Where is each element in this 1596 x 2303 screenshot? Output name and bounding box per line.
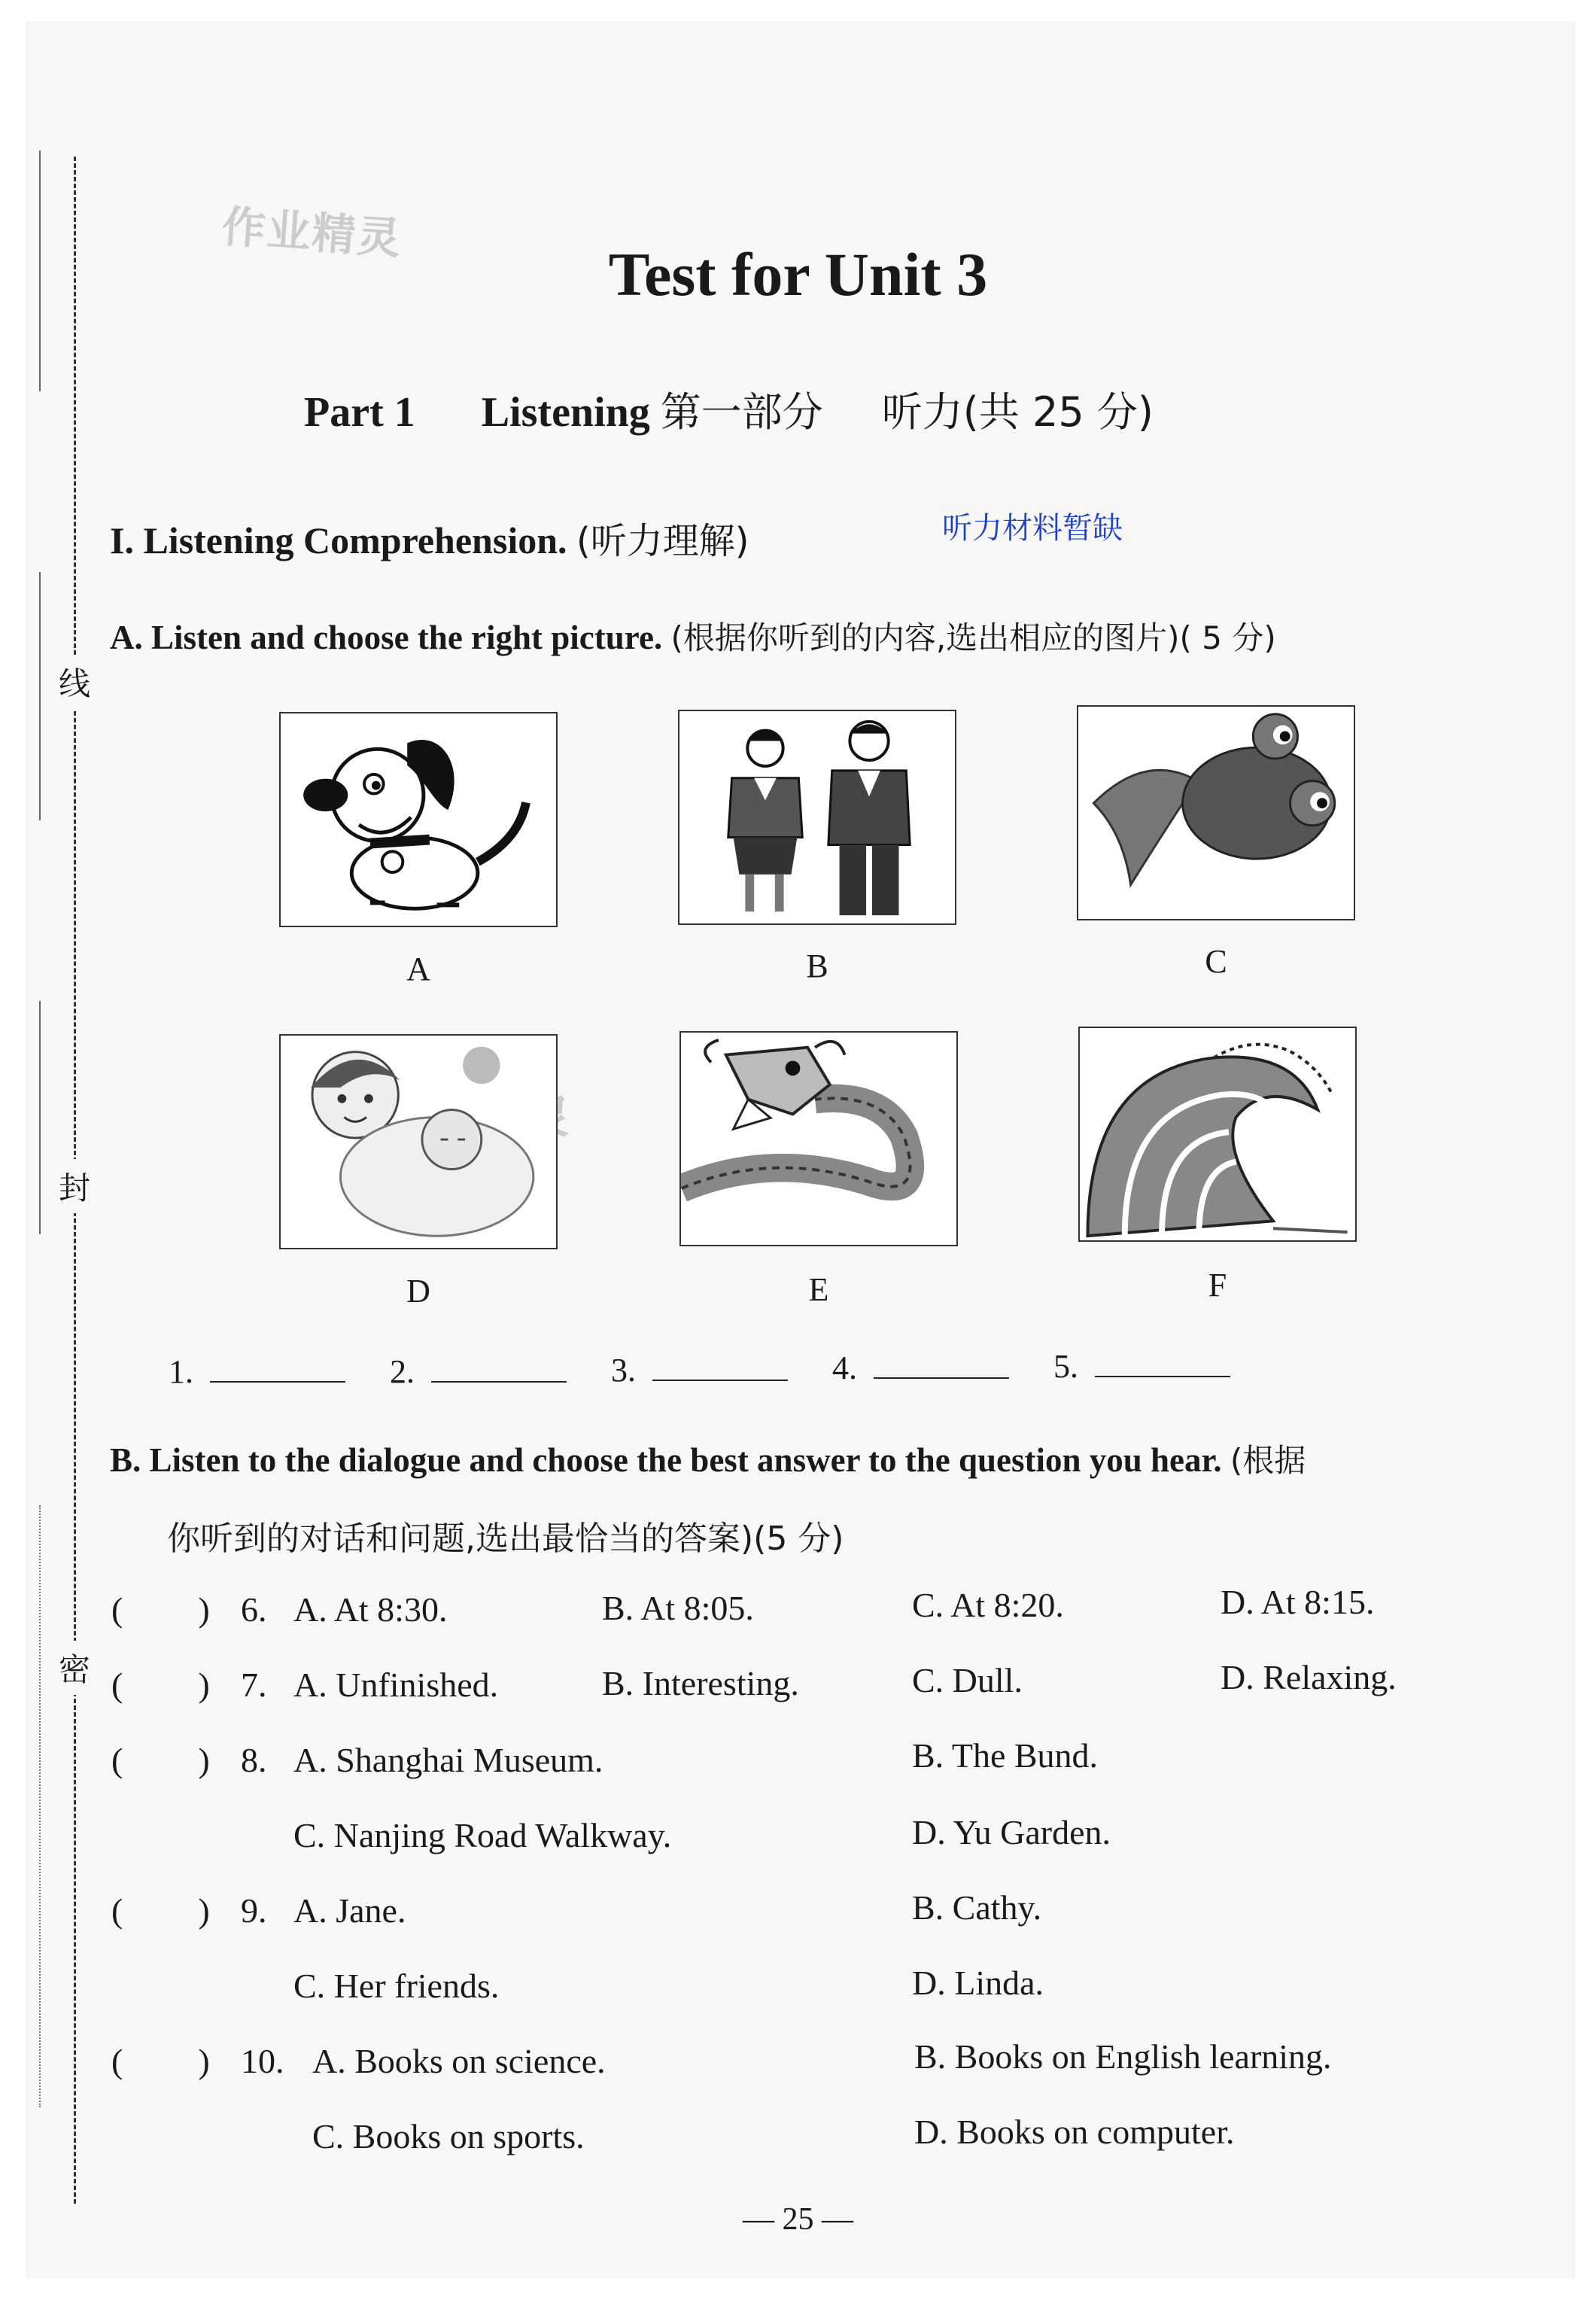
option-7a[interactable]: A. Unfinished. (293, 1666, 499, 1704)
option-9d[interactable]: D. Linda. (912, 1964, 1044, 2002)
option-7c[interactable]: C. Dull. (912, 1661, 1023, 1699)
question-number-6: 6. (241, 1590, 267, 1629)
blank-line[interactable] (431, 1351, 567, 1383)
option-8a[interactable]: A. Shanghai Museum. (293, 1741, 603, 1779)
section-heading (110, 512, 749, 564)
page-title: Test for Unit 3 (608, 240, 988, 309)
option-9b[interactable]: B. Cathy. (912, 1888, 1042, 1927)
part-b-instruction-cn-line2: 你听到的对话和问题,选出最恰当的答案)(5 分) (167, 1520, 844, 1558)
picture-d (279, 1034, 558, 1249)
blank-number: 1. (169, 1353, 193, 1390)
answer-paren-10[interactable]: ( ) (111, 2042, 210, 2080)
mother-baby-icon (281, 1036, 556, 1248)
answer-paren-9[interactable]: ( ) (111, 1891, 210, 1930)
blank-line[interactable] (652, 1349, 788, 1381)
section-heading-en: I. Listening Comprehension. (110, 519, 567, 561)
blank-number: 4. (832, 1349, 857, 1386)
part-b-instruction (110, 1436, 1306, 1481)
option-10d[interactable]: D. Books on computer. (914, 2113, 1235, 2151)
picture-label-e: E (808, 1271, 829, 1308)
part-a-instruction-cn: (根据你听到的内容,选出相应的图片)( 5 分) (670, 619, 1276, 656)
binding-char-xian: 线 (59, 655, 90, 709)
page-number: — 25 — (743, 2202, 853, 2237)
number-fill-line (39, 1505, 41, 2107)
option-7b[interactable]: B. Interesting. (602, 1664, 799, 1702)
option-9c[interactable]: C. Her friends. (293, 1967, 500, 2005)
part-a-instruction-en: Listen and choose the right picture. (151, 619, 663, 656)
option-8c[interactable]: C. Nanjing Road Walkway. (293, 1816, 672, 1854)
answer-paren-7[interactable]: ( ) (111, 1666, 210, 1704)
class-fill-line (39, 572, 41, 820)
picture-f (1078, 1027, 1357, 1242)
part-b-label: B. (110, 1441, 141, 1479)
picture-e (679, 1031, 958, 1246)
option-10a[interactable]: A. Books on science. (312, 2042, 606, 2080)
binding-char-feng: 封 (59, 1159, 90, 1213)
picture-label-c: C (1205, 943, 1227, 980)
wave-icon (1080, 1028, 1355, 1240)
section-heading-cn: (听力理解) (576, 520, 749, 562)
option-6c[interactable]: C. At 8:20. (912, 1586, 1064, 1624)
question-number-10: 10. (241, 2042, 284, 2080)
option-8b[interactable]: B. The Bund. (912, 1736, 1099, 1775)
part-b-instruction-cn: (根据 (1230, 1442, 1306, 1479)
question-number-9: 9. (241, 1891, 267, 1930)
option-10c[interactable]: C. Books on sports. (312, 2117, 585, 2155)
option-6a[interactable]: A. At 8:30. (293, 1590, 448, 1629)
answer-blank-5[interactable] (1053, 1346, 1230, 1386)
school-fill-line (39, 1001, 41, 1234)
part-b-instruction-en: Listen to the dialogue and choose the best answer to the question you hear. (149, 1441, 1222, 1479)
part-score: 听力(共 25 分) (881, 388, 1154, 436)
picture-c (1077, 705, 1355, 920)
picture-label-f: F (1208, 1267, 1227, 1304)
answer-blank-1[interactable] (169, 1351, 345, 1391)
blank-number: 3. (611, 1352, 636, 1389)
picture-label-b: B (806, 948, 828, 984)
goldfish-icon (1078, 707, 1354, 919)
option-8d[interactable]: D. Yu Garden. (912, 1813, 1111, 1851)
blank-line[interactable] (210, 1351, 345, 1383)
answer-paren-8[interactable]: ( ) (111, 1741, 210, 1779)
part-en: Listening (481, 389, 650, 436)
part-heading (304, 380, 1154, 438)
dragon-icon (681, 1033, 956, 1245)
couple-icon (679, 711, 955, 923)
binding-char-mi: 密 (59, 1641, 90, 1695)
answer-blank-3[interactable] (611, 1349, 788, 1389)
picture-b (678, 710, 956, 925)
audio-missing-note: 听力材料暂缺 (942, 511, 1123, 546)
watermark: 作业精灵 (220, 200, 404, 265)
option-6d[interactable]: D. At 8:15. (1221, 1583, 1375, 1621)
question-number-8: 8. (241, 1741, 267, 1779)
part-a-label: A. (110, 619, 143, 656)
blank-number: 2. (390, 1353, 415, 1390)
option-7d[interactable]: D. Relaxing. (1221, 1658, 1397, 1696)
option-9a[interactable]: A. Jane. (293, 1891, 406, 1930)
part-a-instruction (110, 613, 1276, 659)
blank-number: 5. (1053, 1348, 1078, 1385)
part-cn: 第一部分 (660, 388, 823, 436)
option-6b[interactable]: B. At 8:05. (602, 1589, 754, 1627)
picture-label-a: A (406, 951, 430, 987)
option-10b[interactable]: B. Books on English learning. (914, 2037, 1332, 2076)
dog-icon (281, 713, 556, 926)
part-label: Part 1 (304, 389, 415, 436)
answer-paren-6[interactable]: ( ) (111, 1590, 210, 1629)
picture-label-d: D (406, 1273, 430, 1310)
question-number-7: 7. (241, 1666, 267, 1704)
blank-line[interactable] (874, 1347, 1009, 1379)
blank-line[interactable] (1095, 1346, 1230, 1377)
answer-blank-2[interactable] (390, 1351, 567, 1391)
answer-blank-4[interactable] (832, 1347, 1009, 1387)
picture-a (279, 712, 558, 927)
